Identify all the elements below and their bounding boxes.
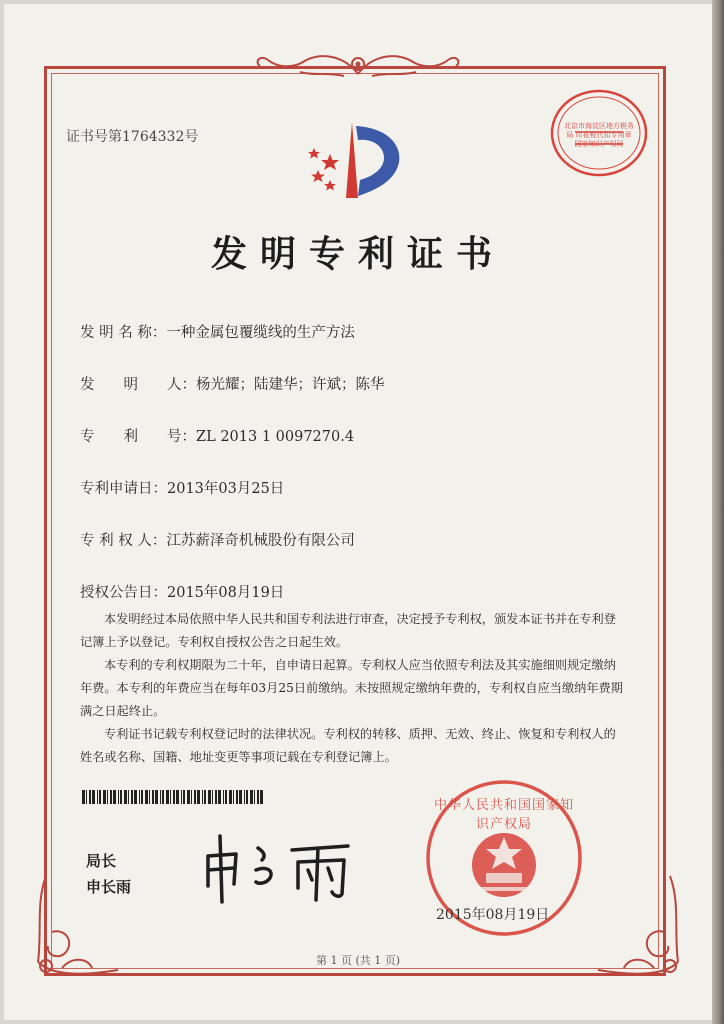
- barcode-bar: [173, 790, 175, 804]
- signer-name: 申长雨: [86, 878, 132, 896]
- handwritten-signature-icon: [200, 826, 360, 906]
- barcode-bar: [103, 790, 106, 804]
- barcode-bar: [208, 790, 211, 804]
- barcode-bar: [225, 790, 227, 804]
- barcode-bar: [110, 790, 112, 804]
- barcode-bar: [215, 790, 217, 804]
- field-label: 专 利 号：: [80, 429, 196, 445]
- barcode-bar: [197, 790, 200, 804]
- field-grant-date: [80, 581, 284, 602]
- barcode-bar: [257, 790, 259, 804]
- certificate-title: 发明专利证书: [210, 234, 505, 275]
- barcode-bar: [212, 790, 213, 804]
- barcode-bar: [244, 790, 245, 804]
- barcode-bar: [97, 790, 98, 804]
- barcode-bar: [160, 790, 161, 804]
- field-label: 授权公告日：: [80, 585, 167, 601]
- barcode-bar: [99, 790, 101, 804]
- barcode-bar: [118, 790, 119, 804]
- certificate-page: [4, 4, 712, 1020]
- barcode-bar: [139, 790, 140, 804]
- barcode-bar: [246, 790, 248, 804]
- certificate-number: 证书号第1764332号: [66, 129, 199, 145]
- barcode-bar: [120, 790, 122, 804]
- tax-stamp-text: 北京市海淀区地方税务局 印花税代扣专用章 国家知识产权局: [564, 122, 634, 148]
- certificate-body: [80, 608, 628, 769]
- barcode-bar: [176, 790, 179, 804]
- barcode-bar: [86, 790, 87, 804]
- barcode-bar: [181, 790, 182, 804]
- field-value: ZL 2013 1 0097270.4: [196, 429, 355, 445]
- barcode-icon: [82, 790, 266, 804]
- body-paragraph: 专利证书记载专利权登记时的法律状况。专利权的转移、质押、无效、终止、恢复和专利权人的姓名或名称、国籍、地址变更等事项记载在专利登记簿上。: [80, 727, 616, 764]
- barcode-bar: [218, 790, 221, 804]
- barcode-bar: [194, 790, 196, 804]
- page-footer: 第 1 页 (共 1 页): [315, 954, 401, 967]
- barcode-bar: [202, 790, 203, 804]
- barcode-bar: [152, 790, 154, 804]
- barcode-bar: [239, 790, 242, 804]
- signer-title: 局长: [86, 852, 117, 870]
- barcode-bar: [236, 790, 238, 804]
- field-label: 发 明 名 称：: [80, 325, 167, 341]
- barcode-bar: [187, 790, 190, 804]
- field-value: 江苏薪泽奇机械股份有限公司: [166, 533, 355, 549]
- barcode-bar: [124, 790, 127, 804]
- barcode-bar: [89, 790, 91, 804]
- barcode-bar: [145, 790, 148, 804]
- field-label: 发 明 人：: [80, 377, 196, 393]
- field-value: 杨光耀；陆建华；许斌；陈华: [196, 377, 385, 393]
- barcode-bar: [223, 790, 224, 804]
- barcode-bar: [204, 790, 206, 804]
- field-patent-number: [80, 425, 354, 446]
- top-ornament-icon: [248, 48, 468, 82]
- barcode-bar: [260, 790, 263, 804]
- field-value: 一种金属包覆缆线的生产方法: [166, 325, 355, 341]
- barcode-bar: [229, 790, 232, 804]
- field-value: 2013年03月25日: [167, 481, 285, 497]
- body-paragraph: 本发明经过本局依照中华人民共和国专利法进行审查，决定授予专利权，颁发本证书并在专利登记簿上予以登记。专利权自授权公告之日起生效。: [80, 612, 616, 649]
- barcode-bar: [128, 790, 129, 804]
- field-value: 2015年08月19日: [167, 585, 285, 601]
- book-binding-edge: [712, 0, 724, 1024]
- barcode-bar: [162, 790, 164, 804]
- field-label: 专利申请日：: [80, 481, 167, 497]
- patent-office-logo-icon: [300, 118, 412, 202]
- barcode-bar: [149, 790, 150, 804]
- barcode-bar: [92, 790, 95, 804]
- barcode-bar: [191, 790, 192, 804]
- barcode-bar: [183, 790, 185, 804]
- field-patentee: [80, 529, 355, 550]
- barcode-bar: [113, 790, 116, 804]
- field-application-date: [80, 477, 284, 498]
- barcode-bar: [82, 790, 85, 804]
- barcode-bar: [233, 790, 234, 804]
- field-invention-name: [80, 321, 355, 342]
- barcode-bar: [107, 790, 108, 804]
- barcode-bar: [250, 790, 253, 804]
- field-label: 专 利 权 人：: [80, 533, 167, 549]
- field-inventors: [80, 373, 385, 394]
- barcode-bar: [155, 790, 158, 804]
- barcode-bar: [131, 790, 133, 804]
- official-seal-text: 中华人民共和国国家知识产权局: [434, 798, 575, 832]
- barcode-bar: [134, 790, 137, 804]
- seal-date: 2015年08月19日: [436, 907, 550, 923]
- barcode-bar: [141, 790, 143, 804]
- barcode-bar: [170, 790, 171, 804]
- body-paragraph: 本专利的专利权期限为二十年，自申请日起算。专利权人应当依照专利法及其实施细则规定缴纳年费。本专利的年费应当在每年03月25日前缴纳。未按照规定缴纳年费的，专利权自应当缴纳年费期满之日起终止。: [80, 658, 623, 718]
- barcode-bar: [254, 790, 255, 804]
- barcode-bar: [166, 790, 169, 804]
